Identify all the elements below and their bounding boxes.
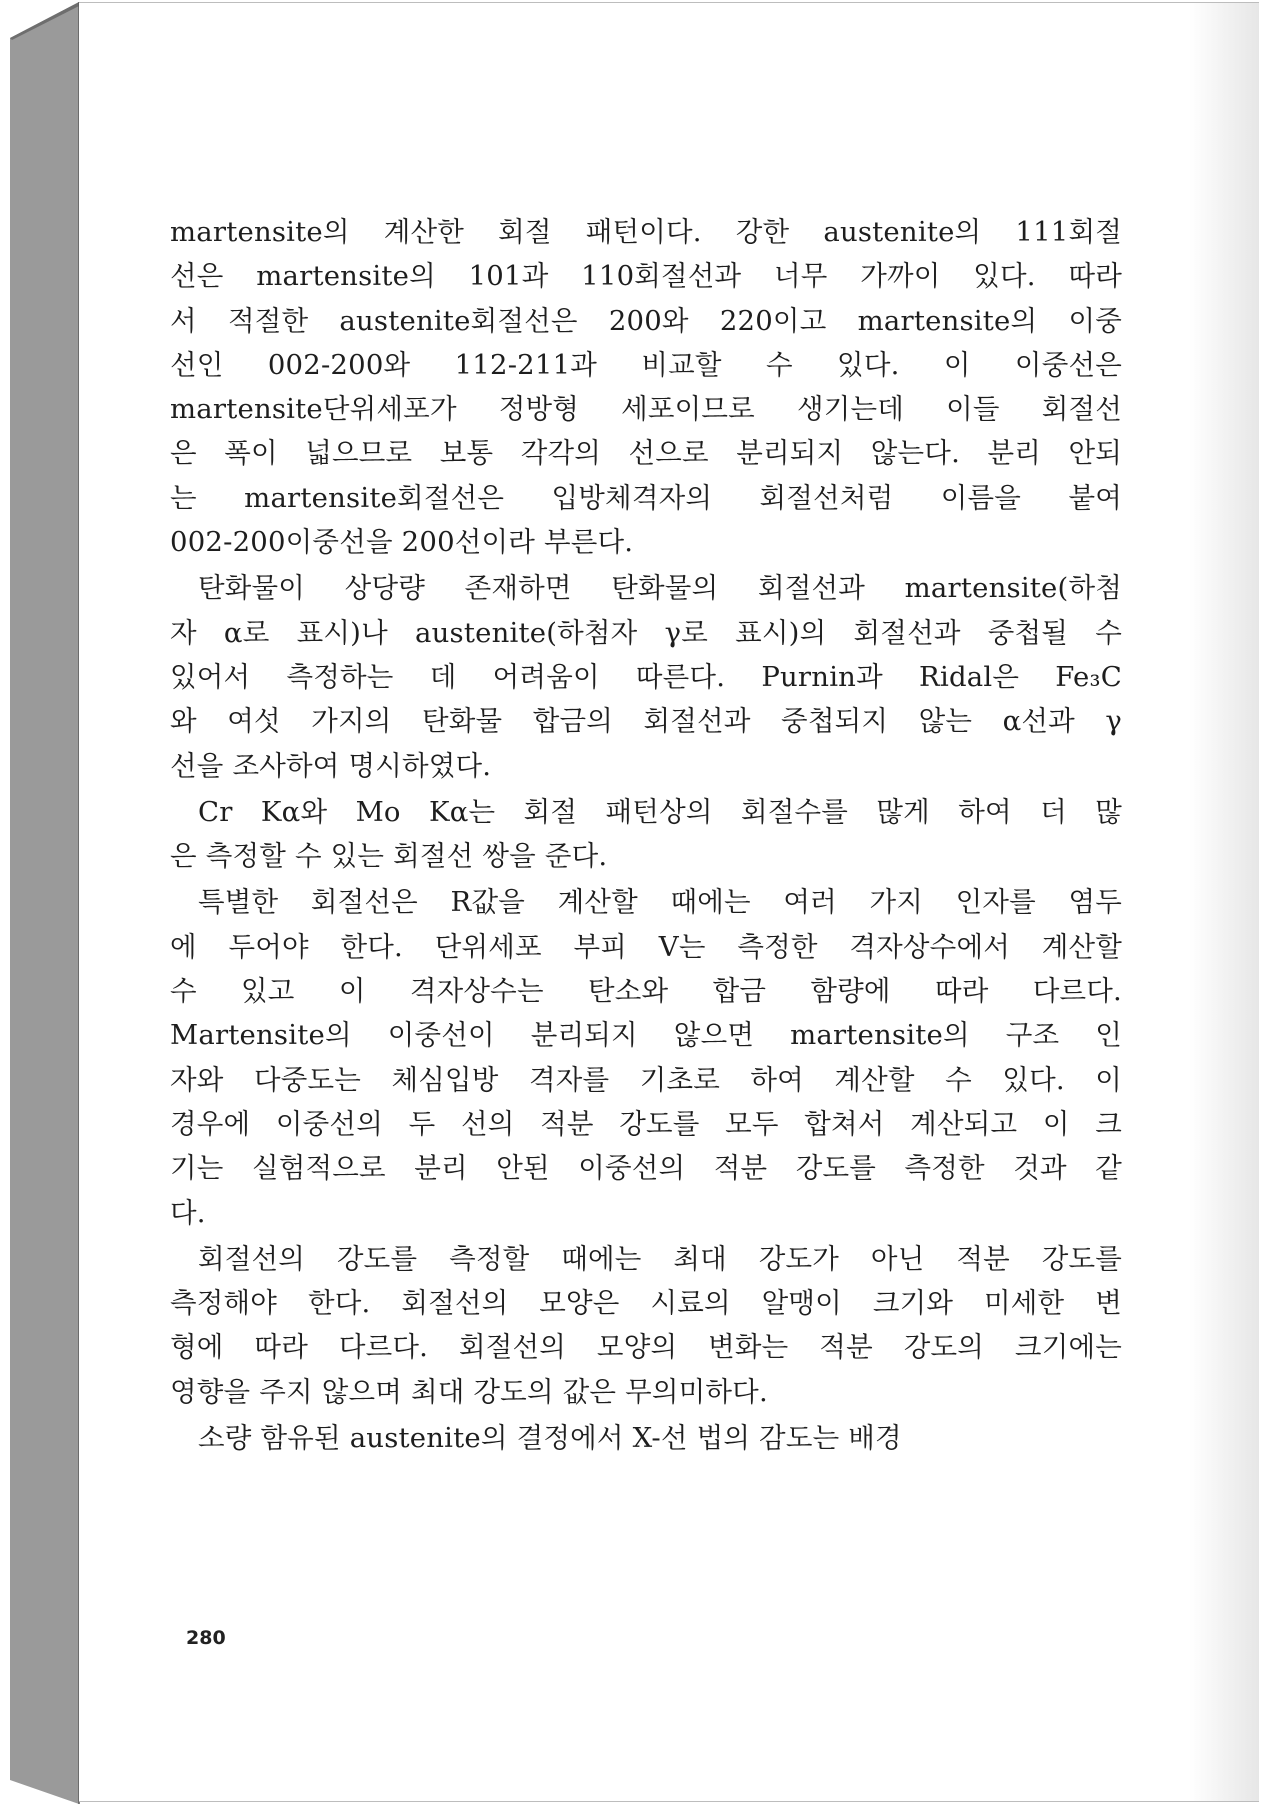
text-line: 자와 다중도는 체심입방 격자를 기초로 하여 계산할 수 있다. 이 <box>170 1063 1122 1096</box>
text-line: 형에 따라 다르다. 회절선의 모양의 변화는 적분 강도의 크기에는 <box>170 1331 1122 1364</box>
paragraph <box>170 210 1122 564</box>
paragraph <box>170 790 1122 879</box>
text-line: 서 적절한 austenite회절선은 200와 220이고 martensite의 이중 <box>170 304 1122 337</box>
text-line: 회절선의 강도를 측정할 때에는 최대 강도가 아닌 적분 강도를 <box>198 1242 1122 1275</box>
paragraph <box>170 566 1122 787</box>
text-line: 선은 martensite의 101과 110회절선과 너무 가까이 있다. 따라 <box>170 260 1122 293</box>
text-line: 와 여섯 가지의 탄화물 합금의 회절선과 중첩되지 않는 α선과 γ <box>170 705 1122 738</box>
paragraph <box>170 880 1122 1234</box>
text-line: 은 측정할 수 있는 회절선 쌍을 준다. <box>170 840 608 873</box>
text-line: Martensite의 이중선이 분리되지 않으면 martensite의 구조 인 <box>170 1019 1122 1052</box>
text-line: 자 α로 표시)나 austenite(하첨자 γ로 표시)의 회절선과 중첩될 수 <box>170 616 1122 649</box>
text-line: 경우에 이중선의 두 선의 적분 강도를 모두 합쳐서 계산되고 이 크 <box>170 1107 1122 1140</box>
paragraph <box>170 1416 1122 1460</box>
text-line: 다. <box>170 1196 206 1229</box>
page-number: 280 <box>186 1627 226 1649</box>
text-line: 에 두어야 한다. 단위세포 부피 V는 측정한 격자상수에서 계산할 <box>170 930 1122 963</box>
text-line: 선인 002-200와 112-211과 비교할 수 있다. 이 이중선은 <box>170 348 1122 381</box>
text-line: 영향을 주지 않으며 최대 강도의 값은 무의미하다. <box>170 1375 768 1408</box>
text-line: Cr Kα와 Mo Kα는 회절 패턴상의 회절수를 많게 하여 더 많 <box>198 795 1122 828</box>
text-line: 기는 실험적으로 분리 안된 이중선의 적분 강도를 측정한 것과 같 <box>170 1152 1122 1185</box>
text-line: 탄화물이 상당량 존재하면 탄화물의 회절선과 martensite(하첨 <box>198 572 1122 605</box>
text-line: martensite단위세포가 정방형 세포이므로 생기는데 이들 회절선 <box>170 393 1122 426</box>
text-line: 있어서 측정하는 데 어려움이 따른다. Purnin과 Ridal은 Fe₃C <box>170 660 1122 693</box>
text-line: 측정해야 한다. 회절선의 모양은 시료의 알맹이 크기와 미세한 변 <box>170 1287 1122 1320</box>
text-line: 소량 함유된 austenite의 결정에서 X-선 법의 감도는 배경 <box>198 1422 902 1455</box>
text-line: 002-200이중선을 200선이라 부른다. <box>170 526 634 559</box>
text-line: 선을 조사하여 명시하였다. <box>170 749 492 782</box>
paragraph <box>170 1237 1122 1414</box>
text-line: 수 있고 이 격자상수는 탄소와 합금 함량에 따라 다르다. <box>170 975 1122 1008</box>
page-body-text <box>170 210 1122 1460</box>
text-line: martensite의 계산한 회절 패턴이다. 강한 austenite의 111회절 <box>170 216 1122 248</box>
text-line: 는 martensite회절선은 입방체격자의 회절선처럼 이름을 붙여 <box>170 481 1122 514</box>
text-line: 특별한 회절선은 R값을 계산할 때에는 여러 가지 인자를 염두 <box>198 886 1122 919</box>
text-line: 은 폭이 넓으므로 보통 각각의 선으로 분리되지 않는다. 분리 안되 <box>170 437 1122 470</box>
page-edge-shadow <box>1189 3 1259 1801</box>
